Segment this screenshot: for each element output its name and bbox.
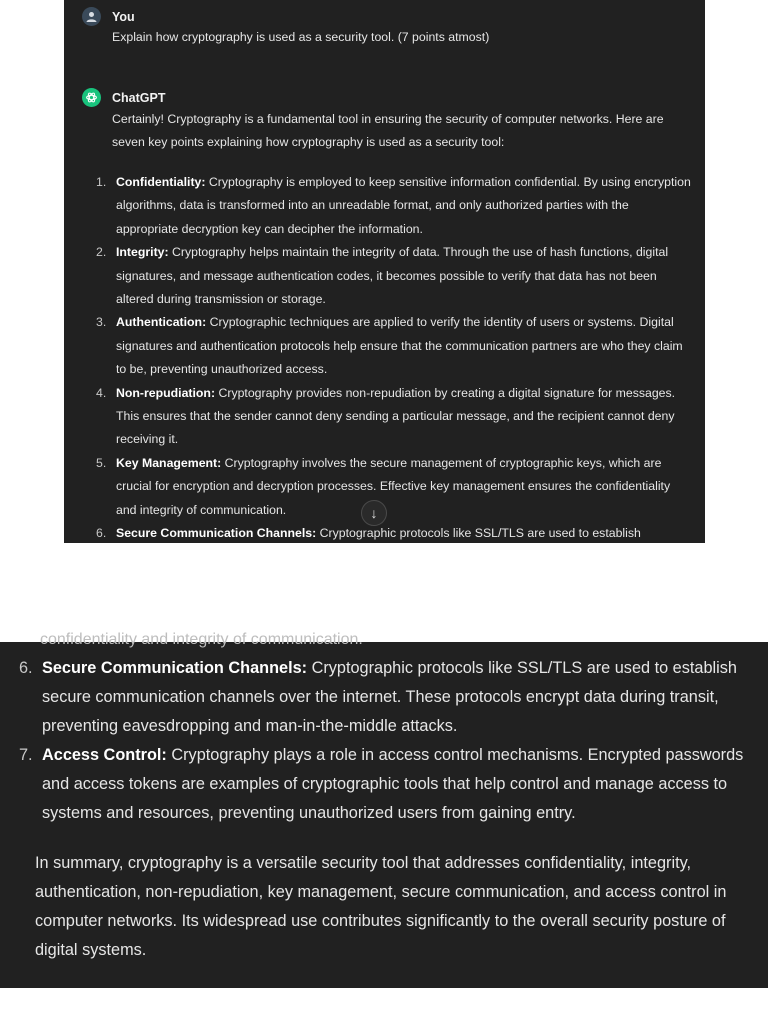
list-number: 1.	[96, 175, 107, 189]
chat-screenshot-bottom	[0, 631, 768, 988]
list-text: Cryptography involves the secure management of cryptographic keys, which are crucial for encryption and decryption processes. Effective key management ensures the confidentiality and integrity of communication.	[116, 455, 671, 517]
user-message-header	[82, 7, 135, 26]
list-text: Cryptographic protocols like SSL/TLS are used to establish secure communication channels over the internet. These protocols encrypt data during transit, preventing eavesdropping and man-in-the-middle attacks.	[42, 659, 737, 735]
list-text: Cryptographic techniques are applied to verify the identity of users or systems. Digital signatures and authentication protocols help ensure that the communication partners are who they claim to be, preventing unauthorized access.	[116, 315, 683, 377]
chat-screenshot-top	[64, 0, 705, 543]
list-term: Non-repudiation:	[116, 385, 216, 400]
list-item	[92, 171, 693, 241]
list-number: 3.	[96, 315, 107, 330]
list-text: Cryptography provides non-repudiation by creating a digital signature for messages. This ensures that the sender cannot deny sending a particular message, and the recipient cannot deny receiving it.	[116, 385, 676, 447]
list-text: Cryptography is employed to keep sensitive information confidential. By using encryption algorithms, data is transformed into an unreadable format, and only authorized parties with the appropriate decryption key can decipher the information.	[116, 175, 691, 236]
list-term: Confidentiality:	[116, 175, 206, 189]
arrow-down-icon: ↓	[370, 505, 378, 521]
list-term: Key Management:	[116, 455, 222, 470]
key-points-list-continued	[18, 654, 748, 828]
scroll-to-bottom-button[interactable]	[361, 500, 387, 526]
list-number: 6.	[19, 659, 33, 677]
list-term: Secure Communication Channels:	[116, 526, 317, 541]
list-item	[92, 241, 693, 311]
list-item	[92, 382, 693, 452]
list-text: Cryptographic protocols like SSL/TLS are used to establish	[316, 526, 641, 541]
list-item	[18, 741, 748, 828]
list-text: Cryptography helps maintain the integrity of data. Through the use of hash functions, digital signatures, and message authentication codes, it becomes possible to verify that data has not been altered during transmission or storage.	[116, 245, 669, 307]
list-term: Secure Communication Channels:	[42, 659, 308, 677]
list-number: 6.	[96, 526, 107, 541]
list-number: 5.	[96, 455, 107, 470]
list-term: Authentication:	[116, 315, 207, 330]
list-item	[92, 311, 693, 381]
list-number: 7.	[19, 746, 33, 764]
key-points-list	[92, 171, 693, 546]
user-avatar-icon	[85, 10, 98, 23]
list-item	[18, 654, 748, 741]
list-item	[92, 522, 693, 545]
assistant-name: ChatGPT	[112, 90, 166, 105]
list-number: 4.	[96, 385, 107, 400]
user-avatar	[82, 7, 101, 26]
assistant-intro: Certainly! Cryptography is a fundamental tool in ensuring the security of computer networks. Here are seven key points explaining how cryptography is used as a security tool:	[112, 112, 664, 150]
user-message-text: Explain how cryptography is used as a security tool. (7 points atmost)	[112, 30, 490, 44]
summary-paragraph: In summary, cryptography is a versatile security tool that addresses confidentiality, integrity, authentication, non-repudiation, key management, secure communication, and access control in computer networks. Its widespread use contributes significantly to the overall security posture of digital systems.	[35, 854, 727, 959]
list-item	[92, 452, 693, 522]
list-number: 2.	[96, 245, 107, 260]
user-name: You	[112, 9, 135, 24]
chatgpt-logo-icon	[82, 88, 101, 107]
list-text: Cryptography plays a role in access control mechanisms. Encrypted passwords and access tokens are examples of cryptographic tools that help control and manage access to systems and resources, preventing unauthorized users from gaining entry.	[42, 746, 744, 822]
list-term: Access Control:	[42, 746, 167, 764]
list-term: Integrity:	[116, 245, 169, 260]
cut-off-text-line: confidentiality and integrity of communication.	[40, 631, 363, 648]
assistant-message-header	[82, 88, 165, 107]
